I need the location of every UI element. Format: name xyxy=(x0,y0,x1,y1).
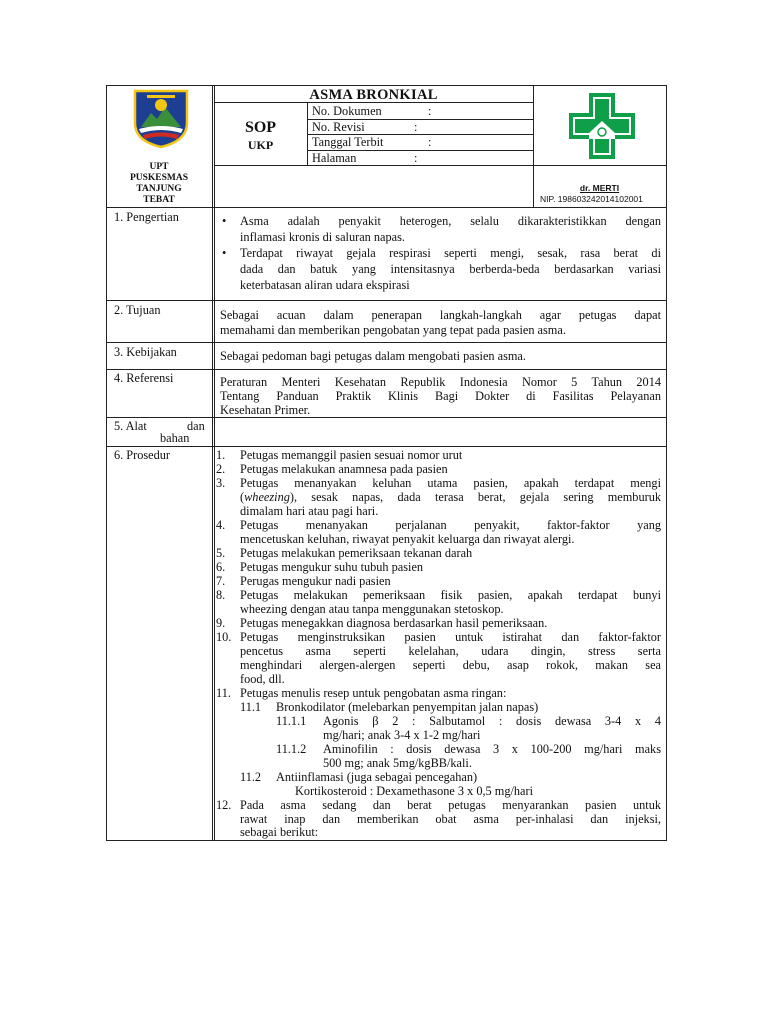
section-label-alat: dan xyxy=(187,419,205,433)
colon: : xyxy=(414,120,418,134)
section-label-alat: bahan xyxy=(160,431,190,445)
label-column-divider xyxy=(212,85,213,840)
colon: : xyxy=(414,151,418,165)
step-text: Petugas menulis resep untuk pengobatan asma ringan: xyxy=(240,686,507,700)
regency-logo xyxy=(133,89,189,149)
document-title: ASMA BRONKIAL xyxy=(309,87,438,103)
step-number: 9. xyxy=(216,616,226,630)
signer-nip: NIP. 198603242014102001 xyxy=(540,194,643,204)
step-text: Petugas melakukan anamnesa pada pasien xyxy=(240,462,448,476)
org-line: PUSKESMAS xyxy=(129,173,189,183)
step-text: Petugas menanyakan keluhan utama pasien, apakah terdapat mengi xyxy=(240,476,661,490)
step-number: 1. xyxy=(216,448,226,462)
step-number: 2. xyxy=(216,462,226,476)
step-text: food, dll. xyxy=(240,672,285,686)
step-number: 12. xyxy=(216,798,232,812)
substep-text: mg/hari; anak 3-4 x 1-2 mg/hari xyxy=(323,728,481,742)
row-divider-1 xyxy=(106,300,667,301)
substep-number: 11.1.2 xyxy=(276,742,307,756)
step-text: menghindari alergen-alergen seperti debu, asap rokok, makan sea xyxy=(240,658,661,672)
referensi-text: Kesehatan Primer. xyxy=(220,403,311,417)
pengertian-text: inflamasi kronis di saluran napas. xyxy=(240,230,405,244)
kebijakan-text: Sebagai pedoman bagi petugas dalam mengobati pasien asma. xyxy=(220,349,526,363)
step-text: Petugas melakukan pemeriksaan fisik pasien, apakah terdapat bunyi xyxy=(240,588,661,602)
step-text: sebagai berikut: xyxy=(240,825,319,839)
bullet: • xyxy=(222,214,227,228)
field-no-dokumen: No. Dokumen xyxy=(312,104,382,118)
substep-text: Aminofilin : dosis dewasa 3 x 100-200 mg/hari maks xyxy=(323,742,661,756)
step-number: 5. xyxy=(216,546,226,560)
step-text: Pada asma sedang dan berat petugas menyarankan pasien untuk xyxy=(240,798,661,812)
row-divider-2 xyxy=(106,342,667,343)
colon: : xyxy=(428,104,432,118)
step-text: wheezing dengan atau tanpa menggunakan stetoskop. xyxy=(240,602,504,616)
table-border-bottom xyxy=(106,840,667,841)
org-line: UPT xyxy=(149,162,169,172)
field-halaman: Halaman xyxy=(312,151,357,165)
table-border-top xyxy=(106,85,667,86)
header-mid-divider xyxy=(214,165,667,166)
step-number: 6. xyxy=(216,560,226,574)
row-divider-5 xyxy=(106,446,667,447)
step-text: Perugas mengukur nadi pasien xyxy=(240,574,391,588)
step-text: pencetus asma seperti kelelahan, udara dingin, stress serta xyxy=(240,644,661,658)
sop-label: SOP xyxy=(244,119,277,136)
step-text: Petugas memanggil pasien sesuai nomor urut xyxy=(240,448,463,462)
substep-text: Antiinflamasi (juga sebagai pencegahan) xyxy=(276,770,478,784)
step-text: Petugas menginstruksikan pasien untuk istirahat dan faktor-faktor xyxy=(240,630,661,644)
section-label-alat: 5. Alat xyxy=(114,419,147,433)
section-label-referensi: 4. Referensi xyxy=(114,371,174,385)
row-divider-3 xyxy=(106,369,667,370)
substep-text: Bronkodilator (melebarkan penyempitan jalan napas) xyxy=(276,700,539,714)
step-text: rawat inap dan memberikan obat asma per-inhalasi dan injeksi, xyxy=(240,812,661,826)
step-text xyxy=(240,490,661,505)
wheezing-term: wheezing xyxy=(244,490,290,504)
table-border-right xyxy=(666,85,667,840)
section-label-pengertian: 1. Pengertian xyxy=(114,210,179,224)
pengertian-text: dada dan batuk yang intensitasnya berberda-beda berdasarkan variasi xyxy=(240,262,661,276)
section-label-tujuan: 2. Tujuan xyxy=(114,303,161,317)
pengertian-text: Asma adalah penyakit heterogen, selalu dikarakteristikkan dengan xyxy=(240,214,661,228)
section-label-prosedur: 6. Prosedur xyxy=(114,448,171,462)
header-bottom-divider xyxy=(106,207,667,208)
signer-name: dr. MERTI xyxy=(579,183,620,193)
step-number: 10. xyxy=(216,630,232,644)
bullet: • xyxy=(222,246,227,260)
step-text: mencetuskan keluhan, riwayat penyakit keluarga dan riwayat alergi. xyxy=(240,532,575,546)
puskesmas-logo xyxy=(569,93,635,159)
sop-column-divider xyxy=(307,102,308,165)
tujuan-text: Sebagai acuan dalam penerapan langkah-langkah agar petugas dapat xyxy=(220,308,661,322)
substep-number: 11.1.1 xyxy=(276,714,307,728)
step-text-part: ( xyxy=(240,490,245,504)
pengertian-text: Terdapat riwayat gejala respirasi seperti mengi, sesak, rasa berat di xyxy=(240,246,661,260)
step-text: Petugas menegakkan diagnosa berdasarkan hasil pemeriksaan. xyxy=(240,616,548,630)
step-text-part: ), sesak napas, dada terasa berat, gejala sering memburuk xyxy=(289,490,661,504)
step-number: 8. xyxy=(216,588,226,602)
substep-number: 11.2 xyxy=(240,770,262,784)
field-tanggal-terbit: Tanggal Terbit xyxy=(312,135,384,149)
step-text: Petugas melakukan pemeriksaan tekanan darah xyxy=(240,546,473,560)
step-text: dimalam hari atau pagi hari. xyxy=(240,504,379,518)
substep-text: 500 mg; anak 5mg/kgBB/kali. xyxy=(323,756,472,770)
label-column-divider-inner xyxy=(214,85,215,840)
section-label-kebijakan: 3. Kebijakan xyxy=(114,345,177,359)
tujuan-text: memahami dan memberikan pengobatan yang tepat pada pasien asma. xyxy=(220,323,566,337)
step-text: Petugas menanyakan perjalanan penyakit, faktor-faktor yang xyxy=(240,518,661,532)
org-line: TEBAT xyxy=(143,195,175,205)
step-text: Petugas mengukur suhu tubuh pasien xyxy=(240,560,424,574)
step-number: 3. xyxy=(216,476,226,490)
referensi-text: Tentang Panduan Praktik Klinis Bagi Dokter di Fasilitas Pelayanan xyxy=(220,389,661,403)
field-no-revisi: No. Revisi xyxy=(312,120,365,134)
org-line: TANJUNG xyxy=(136,184,182,194)
colon: : xyxy=(428,135,432,149)
substep-number: 11.1 xyxy=(240,700,262,714)
pengertian-text: keterbatasan aliran udara ekspirasi xyxy=(240,278,410,292)
step-number: 4. xyxy=(216,518,226,532)
substep-text: Agonis β 2 : Salbutamol : dosis dewasa 3-4 x 4 xyxy=(323,714,661,728)
referensi-text: Peraturan Menteri Kesehatan Republik Indonesia Nomor 5 Tahun 2014 xyxy=(220,375,661,389)
step-number: 7. xyxy=(216,574,226,588)
ukp-label: UKP xyxy=(247,138,274,152)
substep-text: Kortikosteroid : Dexamethasone 3 x 0,5 mg/hari xyxy=(295,784,534,798)
step-number: 11. xyxy=(216,686,231,700)
